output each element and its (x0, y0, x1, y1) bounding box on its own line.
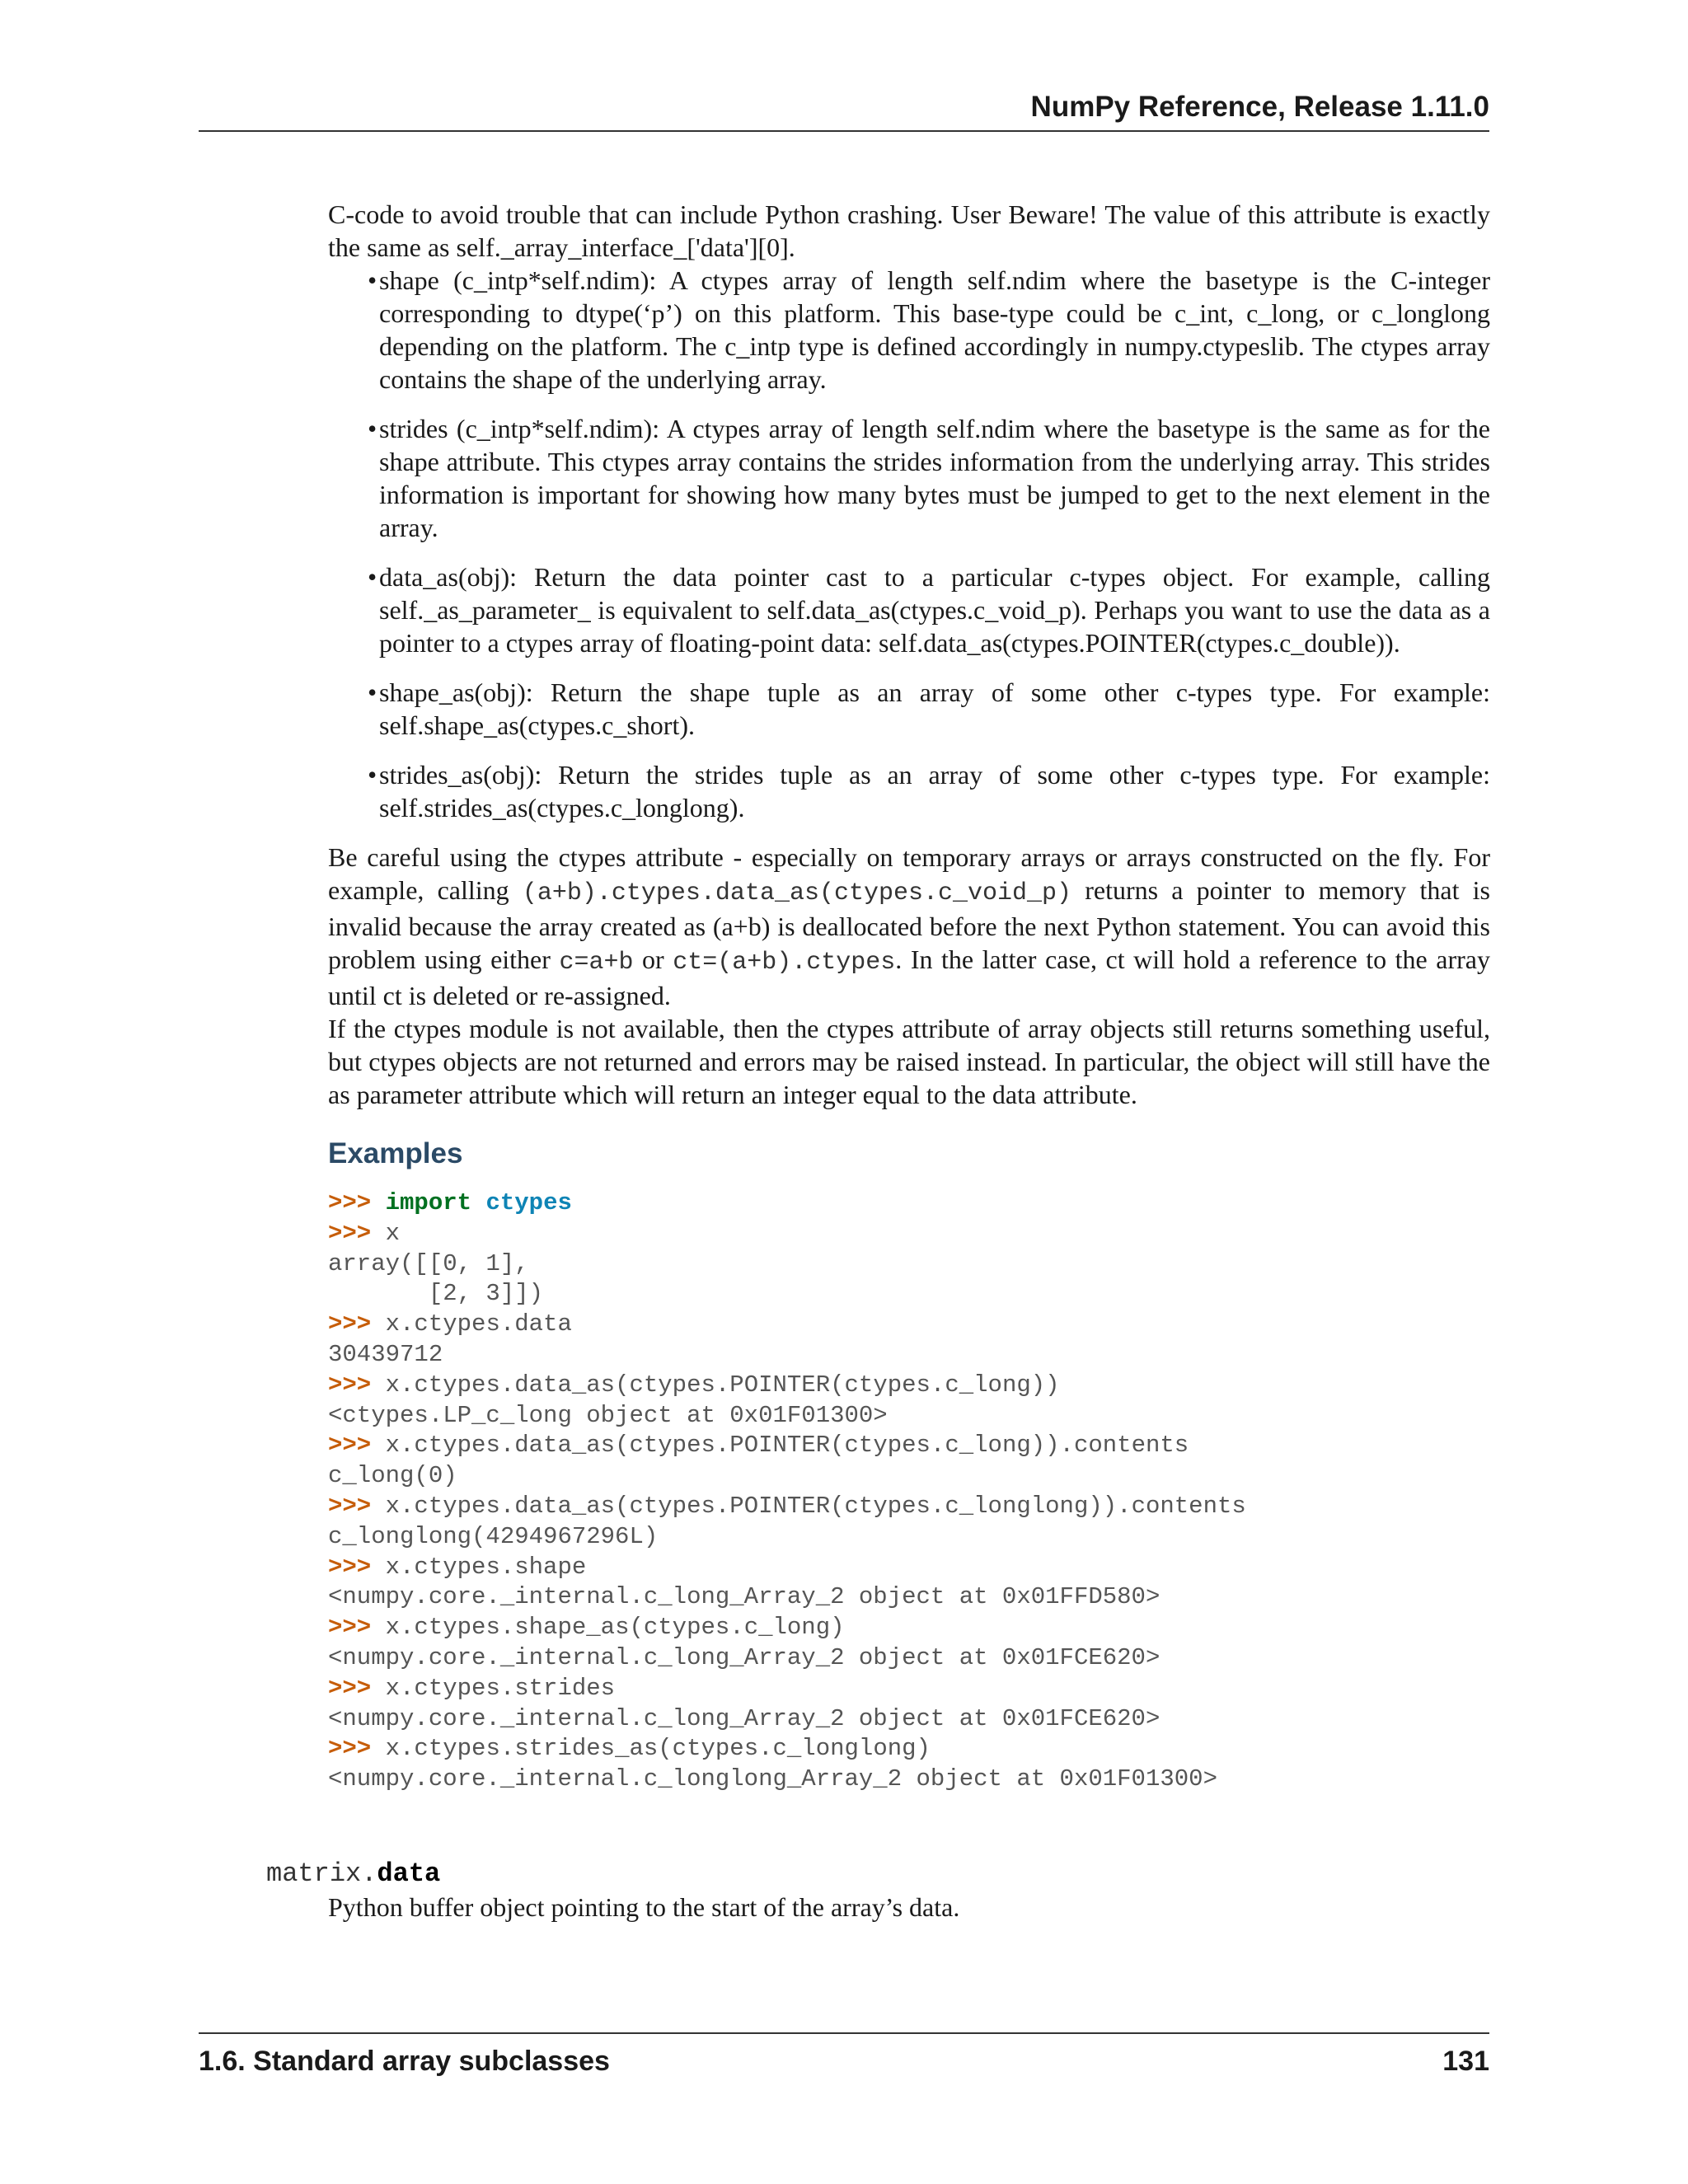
code-prompt: >>> (328, 1432, 372, 1460)
inline-code: ct=(a+b).ctypes (673, 949, 896, 977)
bullet-item-shape-as (368, 676, 1490, 742)
code-output: c_longlong(4294967296L) (328, 1522, 659, 1550)
examples-heading: Examples (328, 1137, 463, 1169)
code-output: <numpy.core._internal.c_longlong_Array_2 object at 0x01F01300> (328, 1765, 1217, 1793)
para-text: . In the latter case, ct will hold a reference to the array until ct is deleted or re-assigned. (328, 944, 1491, 1010)
code-prompt: >>> (328, 1492, 372, 1520)
code-output: <numpy.core._internal.c_long_Array_2 object at 0x01FCE620> (328, 1643, 1160, 1671)
code-prompt: >>> (328, 1674, 372, 1702)
bullet-icon: • (368, 414, 377, 443)
code-line: x.ctypes.data_as(ctypes.POINTER(ctypes.c_longlong)).contents (385, 1492, 1246, 1520)
code-output: array([[0, 1], (328, 1249, 529, 1277)
para-text: returns a pointer to memory that is invalid because the array created as (a+b) is deallocated before the next Python statement. You can avoid this problem using either (328, 875, 1491, 974)
footer-section: 1.6. Standard array subclasses (199, 2046, 610, 2077)
bullet-icon: • (368, 677, 377, 707)
bullet-item-strides (368, 412, 1490, 544)
code-keyword: import (385, 1189, 472, 1216)
attribute-name: data (377, 1858, 441, 1889)
code-output: <ctypes.LP_c_long object at 0x01F01300> (328, 1401, 888, 1429)
code-output: <numpy.core._internal.c_long_Array_2 object at 0x01FCE620> (328, 1704, 1160, 1732)
ctypes-unavailable-paragraph: If the ctypes module is not available, then the ctypes attribute of array objects still returns something useful, but ctypes objects are not returned and errors may be raised instead. In particular, the object will still have the as parameter attribute which will return an integer equal to the data attribute. (328, 1014, 1490, 1109)
code-prompt: >>> (328, 1189, 372, 1216)
code-line: x.ctypes.data (385, 1310, 572, 1338)
bullet-text: shape (c_intp*self.ndim): A ctypes array of length self.ndim where the basetype is the C-integer corresponding to dtype(‘p’) on this platform. This base-type could be c_int, c_long, or c_longlong depending on the platform. The c_intp type is defined accordingly in numpy.ctypeslib. The ctypes array contains the shape of the underlying array. (379, 265, 1490, 394)
code-output: <numpy.core._internal.c_long_Array_2 object at 0x01FFD580> (328, 1583, 1160, 1611)
code-line: x.ctypes.shape (385, 1553, 587, 1581)
bullet-icon: • (368, 265, 377, 295)
code-line: x.ctypes.data_as(ctypes.POINTER(ctypes.c_long)) (385, 1371, 1060, 1399)
running-footer (199, 2032, 1489, 2078)
para-text: Be careful using the ctypes attribute - especially on temporary arrays or arrays constructed on the fly. For example, calling (328, 842, 1490, 905)
bullet-text: shape_as(obj): Return the shape tuple as an array of some other c-types type. For example: self.shape_as(ctypes.c_short). (379, 677, 1490, 740)
header-title: NumPy Reference, Release 1.11.0 (1030, 91, 1489, 123)
code-line: x.ctypes.shape_as(ctypes.c_long) (385, 1614, 845, 1642)
code-line: x.ctypes.data_as(ctypes.POINTER(ctypes.c_long)).contents (385, 1432, 1189, 1460)
code-example (328, 1188, 1490, 1795)
code-output: [2, 3]]) (328, 1280, 544, 1308)
attribute-signature (266, 1858, 440, 1889)
para-text: or (633, 944, 673, 974)
ctypes-caution-paragraph (328, 841, 1490, 1012)
bullet-item-shape (368, 264, 1490, 396)
code-prompt: >>> (328, 1735, 372, 1763)
code-line: x (385, 1219, 401, 1247)
code-output: c_long(0) (328, 1462, 457, 1490)
code-output: 30439712 (328, 1340, 443, 1368)
page-number: 131 (1442, 2046, 1489, 2077)
code-line: x.ctypes.strides_as(ctypes.c_longlong) (385, 1735, 931, 1763)
code-prompt: >>> (328, 1553, 372, 1581)
inline-code: (a+b).ctypes.data_as(ctypes.c_void_p) (522, 879, 1071, 907)
code-prompt: >>> (328, 1219, 372, 1247)
code-module: ctypes (485, 1189, 572, 1216)
attribute-prefix: matrix. (266, 1858, 377, 1889)
continuation-paragraph: C-code to avoid trouble that can include Python crashing. User Beware! The value of this attribute is exactly the same as self._array_interface_['data'][0]. (328, 199, 1490, 262)
attribute-description: Python buffer object pointing to the start of the array’s data. (328, 1892, 960, 1922)
running-header (199, 91, 1489, 132)
bullet-icon: • (368, 760, 377, 790)
bullet-item-strides-as (368, 758, 1490, 824)
code-line: x.ctypes.strides (385, 1674, 616, 1702)
code-prompt: >>> (328, 1371, 372, 1399)
bullet-text: strides (c_intp*self.ndim): A ctypes array of length self.ndim where the basetype is the same as for the shape attribute. This ctypes array contains the strides information from the underlying array. This strides information is important for showing how many bytes must be jumped to get to the next element in the array. (379, 414, 1490, 542)
code-prompt: >>> (328, 1310, 372, 1338)
main-content (328, 198, 1490, 1795)
bullet-text: data_as(obj): Return the data pointer cast to a particular c-types object. For example, calling self._as_parameter_ is equivalent to self.data_as(ctypes.c_void_p). Perhaps you want to use the data as a pointer to a ctypes array of floating-point data: self.data_as(ctypes.POINTER(ctypes.c_double)). (379, 562, 1490, 658)
inline-code: c=a+b (559, 949, 634, 977)
bullet-icon: • (368, 562, 377, 592)
bullet-text: strides_as(obj): Return the strides tuple as an array of some other c-types type. For example: self.strides_as(ctypes.c_longlong). (379, 760, 1490, 823)
bullet-item-data-as (368, 560, 1490, 659)
code-prompt: >>> (328, 1614, 372, 1642)
